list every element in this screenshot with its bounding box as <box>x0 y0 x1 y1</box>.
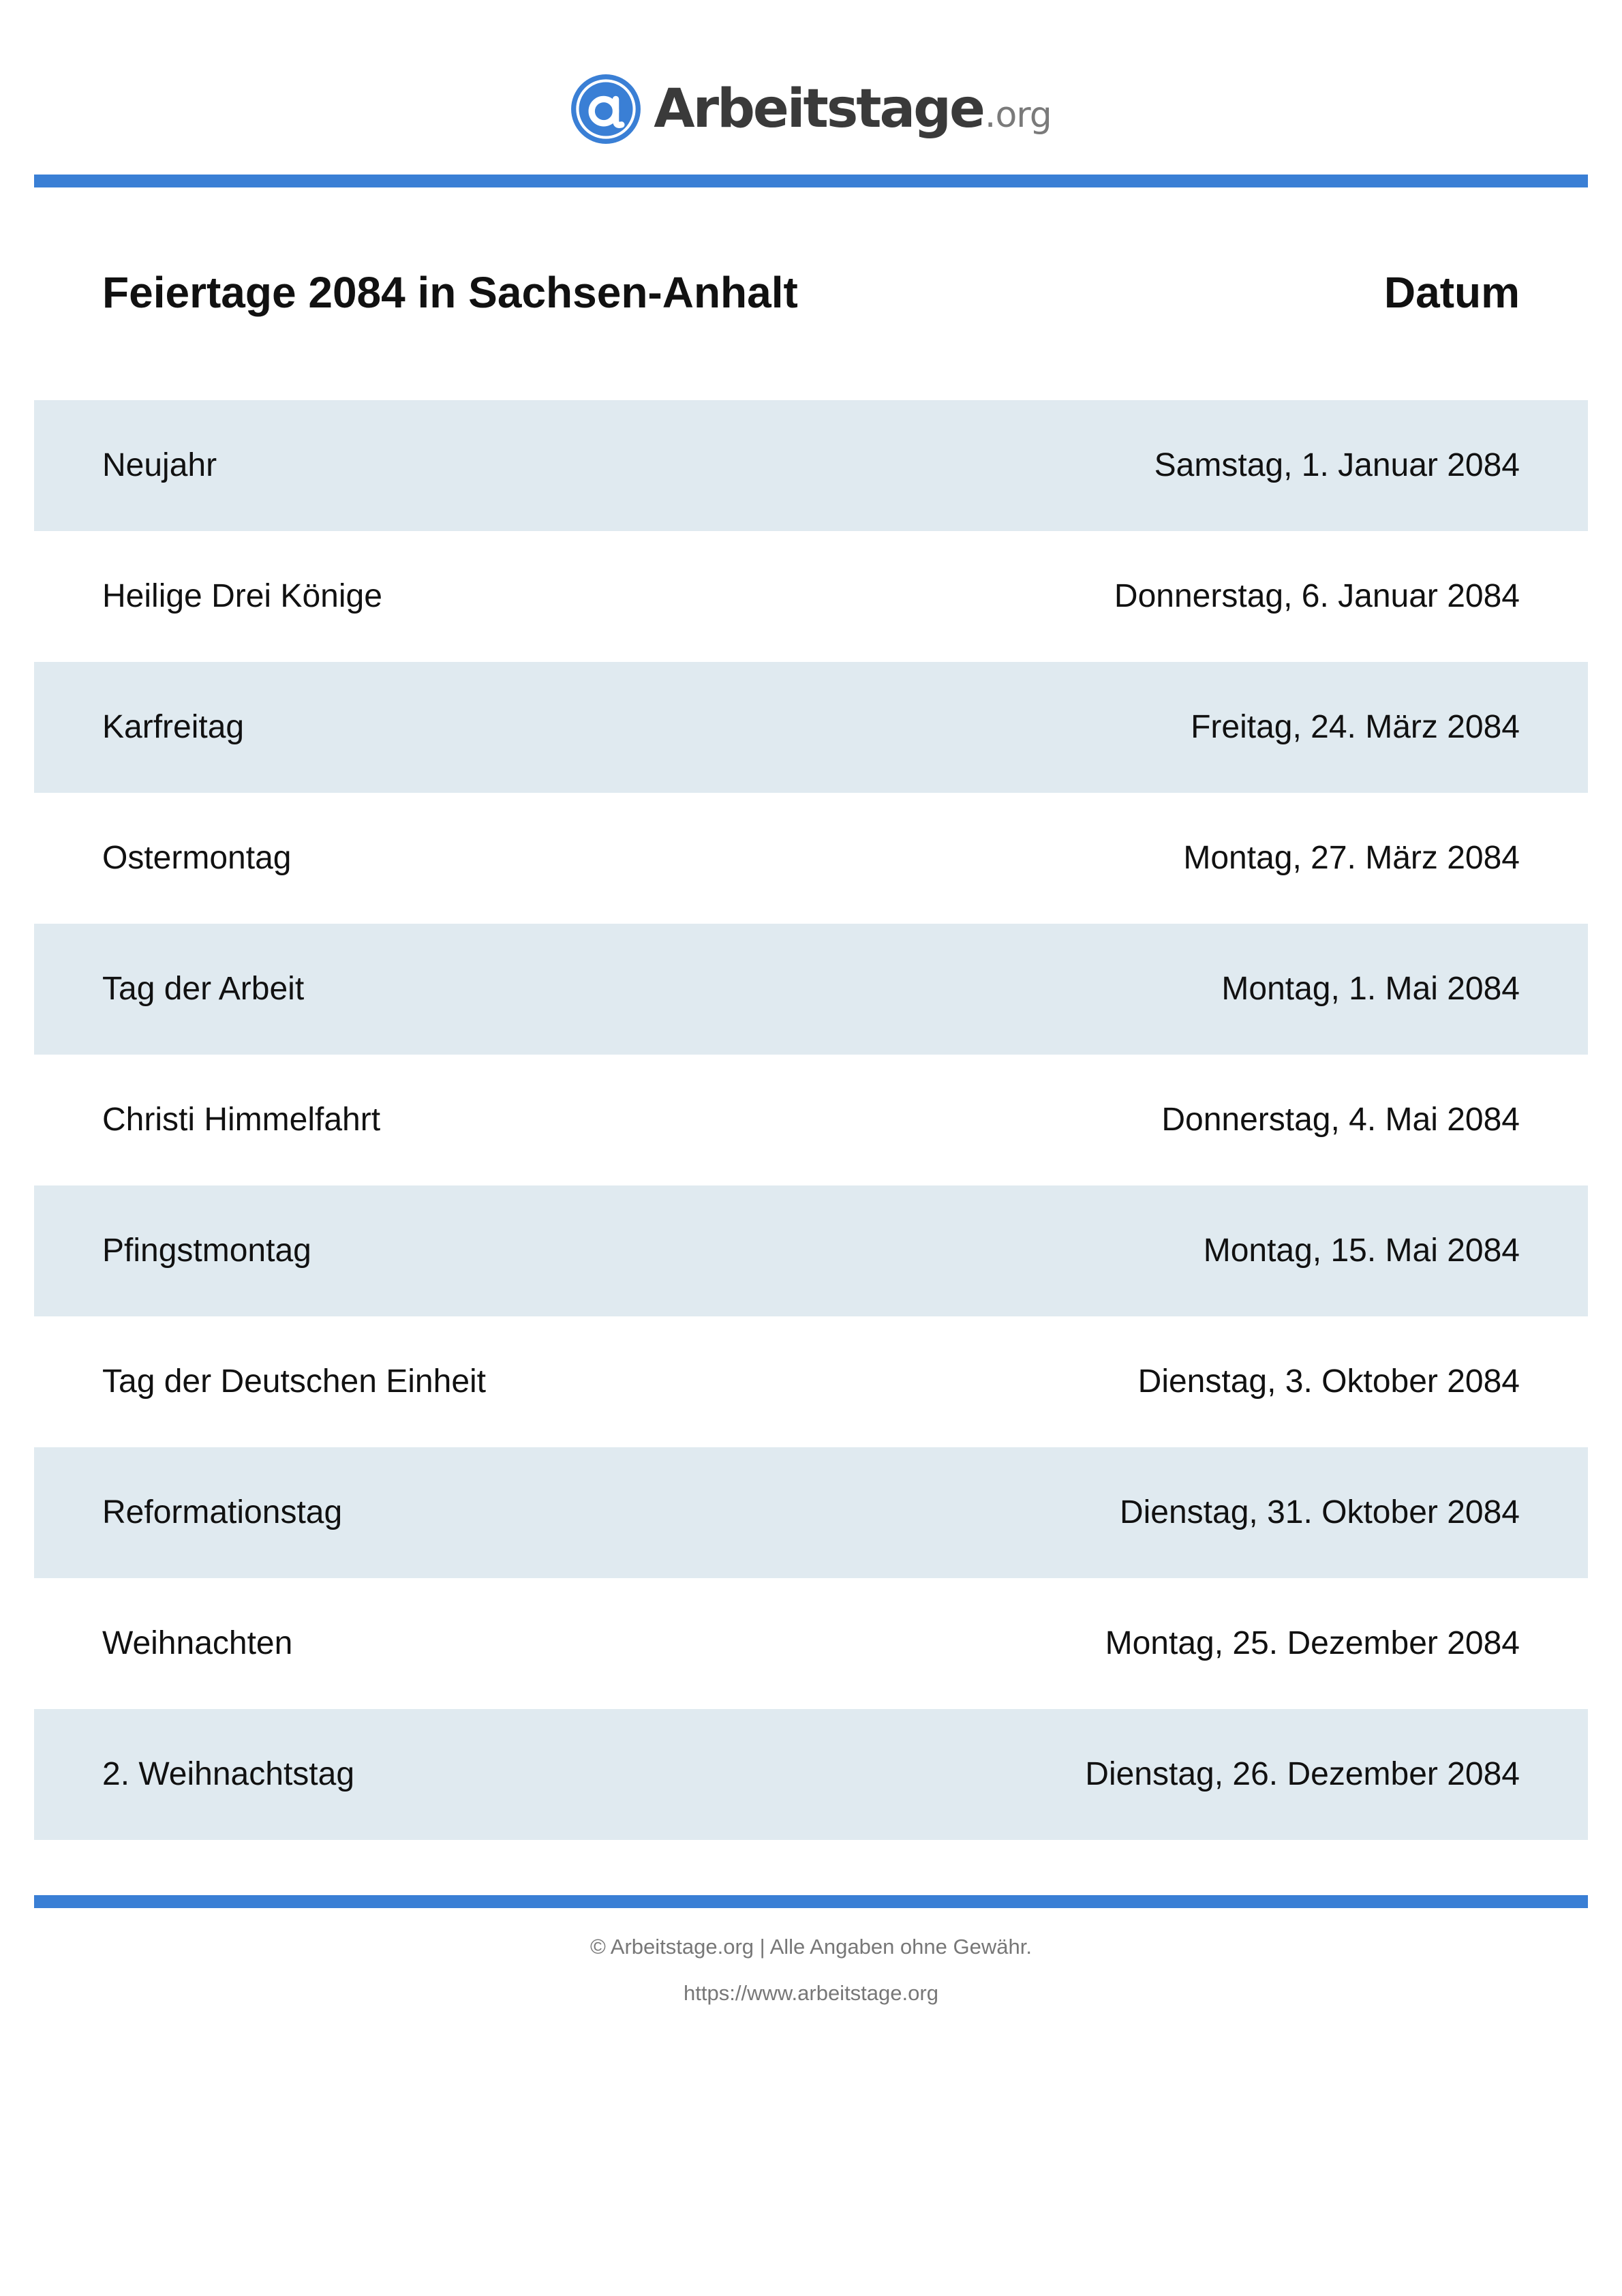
table-row <box>34 1185 1588 1316</box>
table-row <box>34 793 1588 924</box>
table-row <box>34 1709 1588 1840</box>
holiday-date: Dienstag, 26. Dezember 2084 <box>1085 1756 1520 1792</box>
holiday-date: Dienstag, 3. Oktober 2084 <box>1137 1363 1520 1400</box>
holiday-date: Montag, 15. Mai 2084 <box>1203 1233 1520 1269</box>
holiday-name: Karfreitag <box>102 709 245 745</box>
table-row <box>34 1316 1588 1447</box>
site-logo[interactable] <box>0 72 1622 147</box>
logo-suffix: .org <box>984 95 1052 136</box>
holiday-name: Heilige Drei Könige <box>102 578 382 614</box>
footer-copyright: © Arbeitstage.org | Alle Angaben ohne Gewähr. <box>590 1935 1032 1959</box>
footer-divider <box>34 1895 1588 1908</box>
holiday-date: Montag, 1. Mai 2084 <box>1221 971 1520 1007</box>
holiday-name: Pfingstmontag <box>102 1233 311 1269</box>
table-row <box>34 1055 1588 1185</box>
logo-wordmark <box>654 78 1052 140</box>
holiday-date: Freitag, 24. März 2084 <box>1191 709 1520 745</box>
table-header <box>34 252 1588 334</box>
table-row <box>34 924 1588 1055</box>
table-row <box>34 400 1588 531</box>
table-row <box>34 531 1588 662</box>
table-row <box>34 1447 1588 1578</box>
holiday-date: Dienstag, 31. Oktober 2084 <box>1119 1494 1520 1530</box>
holiday-date: Montag, 25. Dezember 2084 <box>1105 1625 1520 1661</box>
holiday-name: Reformationstag <box>102 1494 343 1530</box>
holiday-name: Tag der Arbeit <box>102 971 305 1007</box>
holiday-name: Christi Himmelfahrt <box>102 1102 381 1138</box>
holiday-date: Samstag, 1. Januar 2084 <box>1154 447 1520 483</box>
holiday-name: Tag der Deutschen Einheit <box>102 1363 487 1400</box>
holiday-name: Weihnachten <box>102 1625 293 1661</box>
holiday-table <box>34 400 1588 1840</box>
holiday-name: 2. Weihnachtstag <box>102 1756 355 1792</box>
holiday-date: Donnerstag, 6. Januar 2084 <box>1114 578 1520 614</box>
header-divider <box>34 175 1588 187</box>
date-column-header: Datum <box>1383 268 1520 317</box>
table-row <box>34 1578 1588 1709</box>
holiday-date: Montag, 27. März 2084 <box>1183 840 1520 876</box>
holiday-name: Ostermontag <box>102 840 292 876</box>
page-title: Feiertage 2084 in Sachsen-Anhalt <box>102 268 798 317</box>
holiday-name: Neujahr <box>102 447 217 483</box>
logo-name: Arbeitstage <box>654 78 983 140</box>
table-row <box>34 662 1588 793</box>
footer-url[interactable]: https://www.arbeitstage.org <box>684 1981 938 2005</box>
holiday-date: Donnerstag, 4. Mai 2084 <box>1161 1102 1520 1138</box>
at-sign-icon <box>570 74 641 145</box>
